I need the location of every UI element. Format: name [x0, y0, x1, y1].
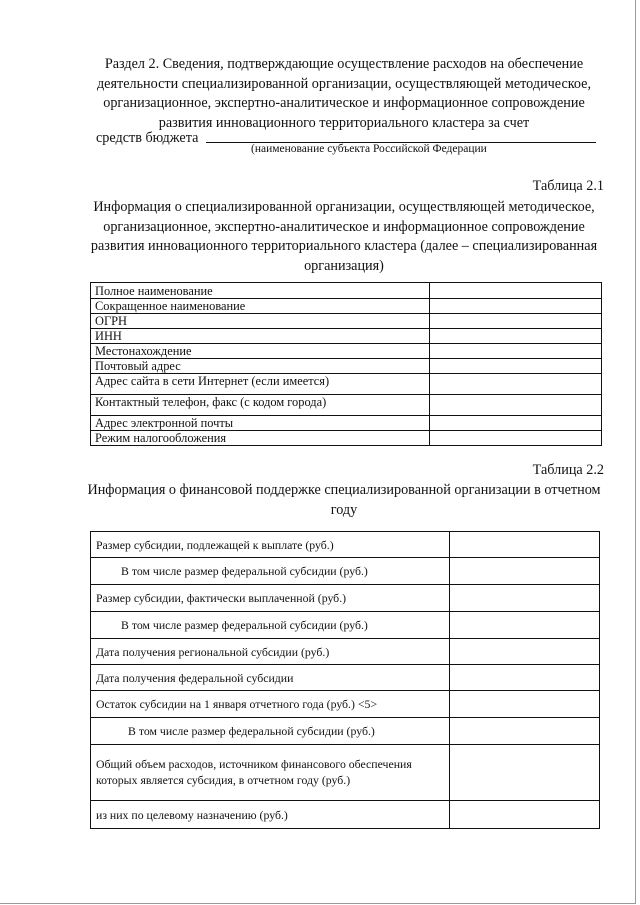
row-label: ИНН — [91, 329, 430, 344]
row-label: Остаток субсидии на 1 января отчетного года (руб.) <5> — [91, 691, 450, 718]
financial-support-table — [90, 531, 600, 829]
value-cell[interactable] — [430, 431, 602, 446]
section-heading: Раздел 2. Сведения, подтверждающие осуществление расходов на обеспечение деятельности специализированной организации, осуществляющей методическое, организационное, экспертно-аналитическое и информационное сопровождение развития инновационного территориального кластера за счет — [96, 56, 592, 131]
table-row — [91, 718, 600, 745]
table-row — [91, 558, 600, 585]
table-row — [91, 801, 600, 829]
table-row — [91, 745, 600, 801]
organization-info-table — [90, 282, 602, 446]
table-row — [91, 416, 602, 431]
row-label: Адрес сайта в сети Интернет (если имеется) — [91, 374, 430, 395]
value-cell[interactable] — [450, 801, 600, 829]
table-row — [91, 344, 602, 359]
table-row — [91, 431, 602, 446]
row-label: Почтовый адрес — [91, 359, 430, 374]
value-cell[interactable] — [450, 691, 600, 718]
table-row — [91, 532, 600, 558]
value-cell[interactable] — [430, 299, 602, 314]
row-label: Местонахождение — [91, 344, 430, 359]
table1-caption: Таблица 2.1 — [532, 178, 604, 194]
table-row — [91, 359, 602, 374]
table-row — [91, 585, 600, 612]
table2-caption: Таблица 2.2 — [532, 462, 604, 478]
table-row — [91, 314, 602, 329]
table2-heading: Информация о финансовой поддержке специализированной организации в отчетном году — [87, 482, 601, 518]
table-row — [91, 665, 600, 691]
value-cell[interactable] — [450, 612, 600, 639]
table-row — [91, 299, 602, 314]
value-cell[interactable] — [450, 718, 600, 745]
table1-heading: Информация о специализированной организации, осуществляющей методическое, организационное, экспертно-аналитическое и информационное сопровождение развития инновационного территориального кластера (далее – специализированная организация) — [90, 199, 598, 274]
value-cell[interactable] — [450, 639, 600, 665]
budget-note: (наименование субъекта Российской Федерации — [251, 143, 487, 155]
value-cell[interactable] — [450, 532, 600, 558]
row-label: Дата получения региональной субсидии (руб.) — [91, 639, 450, 665]
row-label: ОГРН — [91, 314, 430, 329]
value-cell[interactable] — [450, 745, 600, 801]
value-cell[interactable] — [430, 395, 602, 416]
table-row — [91, 283, 602, 299]
row-label: из них по целевому назначению (руб.) — [91, 801, 450, 829]
value-cell[interactable] — [430, 314, 602, 329]
budget-label: средств бюджета — [96, 130, 199, 146]
row-label: Полное наименование — [91, 283, 430, 299]
row-label: Размер субсидии, фактически выплаченной (руб.) — [91, 585, 450, 612]
value-cell[interactable] — [430, 344, 602, 359]
value-cell[interactable] — [450, 665, 600, 691]
value-cell[interactable] — [430, 329, 602, 344]
row-label: Контактный телефон, факс (с кодом города) — [91, 395, 430, 416]
table-row — [91, 329, 602, 344]
value-cell[interactable] — [450, 558, 600, 585]
row-label: Общий объем расходов, источником финансового обеспечения которых является субсидия, в отчетном году (руб.) — [91, 745, 450, 801]
row-label: Дата получения федеральной субсидии — [91, 665, 450, 691]
row-label: Размер субсидии, подлежащей к выплате (руб.) — [91, 532, 450, 558]
row-label: В том числе размер федеральной субсидии (руб.) — [91, 612, 450, 639]
value-cell[interactable] — [430, 416, 602, 431]
value-cell[interactable] — [450, 585, 600, 612]
row-label: В том числе размер федеральной субсидии (руб.) — [91, 718, 450, 745]
row-label: Адрес электронной почты — [91, 416, 430, 431]
table-row — [91, 395, 602, 416]
row-label: Режим налогообложения — [91, 431, 430, 446]
value-cell[interactable] — [430, 359, 602, 374]
table-row — [91, 612, 600, 639]
table-row — [91, 639, 600, 665]
value-cell[interactable] — [430, 283, 602, 299]
row-label: В том числе размер федеральной субсидии (руб.) — [91, 558, 450, 585]
row-label: Сокращенное наименование — [91, 299, 430, 314]
table-row — [91, 691, 600, 718]
value-cell[interactable] — [430, 374, 602, 395]
table-row — [91, 374, 602, 395]
